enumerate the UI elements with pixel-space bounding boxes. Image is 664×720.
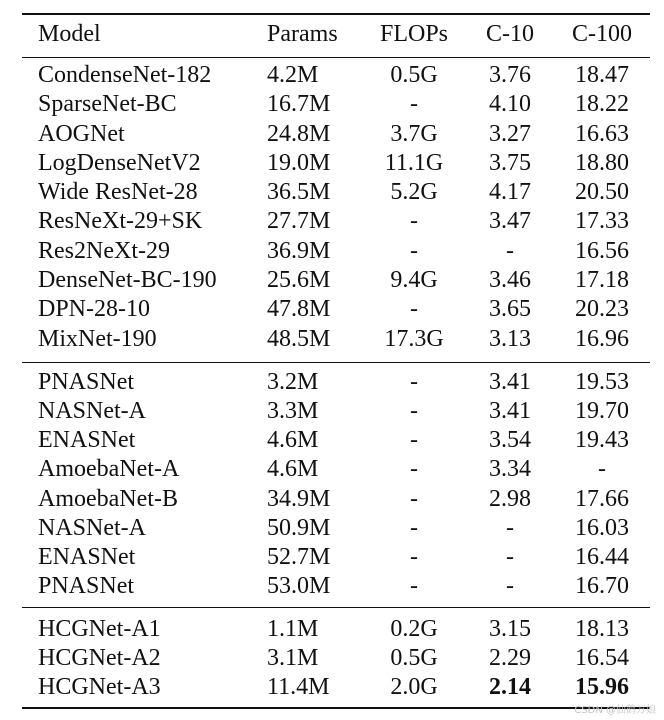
cell-flops: - <box>410 544 418 570</box>
cell-c10: 3.75 <box>489 150 531 176</box>
cell-flops: 11.1G <box>384 150 444 176</box>
cell-flops: - <box>410 238 418 264</box>
cell-c10: 3.15 <box>489 616 531 642</box>
cell-c10: 3.13 <box>489 326 531 352</box>
cell-c100: 16.54 <box>575 645 629 671</box>
header-flops: FLOPs <box>379 21 449 47</box>
table-row <box>0 237 664 266</box>
cell-c100: 18.80 <box>575 150 629 176</box>
cell-params: 24.8M <box>267 121 331 147</box>
group2-rule <box>22 607 650 608</box>
cell-c100: 20.50 <box>575 179 629 205</box>
header-row <box>0 20 664 49</box>
table-row <box>0 455 664 484</box>
cell-flops: 0.5G <box>390 62 438 88</box>
cell-model: DenseNet-BC-190 <box>38 267 217 293</box>
cell-c10: 3.41 <box>489 369 531 395</box>
table-row <box>0 673 664 702</box>
cell-params: 3.3M <box>267 398 319 424</box>
cell-params: 47.8M <box>267 296 331 322</box>
cell-c10: - <box>506 515 514 541</box>
cell-model: PNASNet <box>38 573 135 599</box>
cell-c100-best: 15.96 <box>575 674 629 700</box>
cell-model: NASNet-A <box>38 398 146 424</box>
table-row <box>0 178 664 207</box>
cell-flops: - <box>410 456 418 482</box>
cell-model: Wide ResNet-28 <box>38 179 198 205</box>
cell-params: 48.5M <box>267 326 331 352</box>
cell-c100: 16.03 <box>575 515 629 541</box>
table-row <box>0 149 664 178</box>
cell-params: 4.6M <box>267 427 319 453</box>
cell-c100: 16.56 <box>575 238 629 264</box>
group1-rule <box>22 362 650 363</box>
cell-c100: - <box>598 456 606 482</box>
table-row <box>0 120 664 149</box>
table-row <box>0 266 664 295</box>
cell-c10: - <box>506 573 514 599</box>
cell-model: ResNeXt-29+SK <box>38 208 203 234</box>
cell-model: SparseNet-BC <box>38 91 177 117</box>
table-row <box>0 426 664 455</box>
cell-flops: - <box>410 486 418 512</box>
cell-flops: - <box>410 91 418 117</box>
cell-flops: - <box>410 398 418 424</box>
top-rule <box>22 13 650 15</box>
cell-model: HCGNet-A2 <box>38 645 161 671</box>
cell-params: 36.9M <box>267 238 331 264</box>
cell-flops: - <box>410 369 418 395</box>
cell-model: CondenseNet-182 <box>38 62 212 88</box>
cell-c100: 17.33 <box>575 208 629 234</box>
header-rule <box>22 57 650 58</box>
cell-model: NASNet-A <box>38 515 146 541</box>
table-row <box>0 572 664 601</box>
cell-params: 36.5M <box>267 179 331 205</box>
cell-params: 3.1M <box>267 645 319 671</box>
header-model: Model <box>38 21 101 47</box>
cell-params: 11.4M <box>267 674 330 700</box>
cell-flops: 0.5G <box>390 645 438 671</box>
cell-params: 3.2M <box>267 369 319 395</box>
cell-c100: 16.63 <box>575 121 629 147</box>
cell-c100: 20.23 <box>575 296 629 322</box>
cell-c10: 4.10 <box>489 91 531 117</box>
cell-c100: 18.22 <box>575 91 629 117</box>
table-row <box>0 325 664 354</box>
cell-c10: 4.17 <box>489 179 531 205</box>
table-row <box>0 514 664 543</box>
cell-flops: - <box>410 427 418 453</box>
table-row <box>0 207 664 236</box>
cell-params: 52.7M <box>267 544 331 570</box>
cell-params: 53.0M <box>267 573 331 599</box>
cell-c10: 3.76 <box>489 62 531 88</box>
cell-params: 27.7M <box>267 208 331 234</box>
cell-model: LogDenseNetV2 <box>38 150 201 176</box>
cell-flops: 5.2G <box>390 179 438 205</box>
cell-c10: 2.98 <box>489 486 531 512</box>
cell-model: HCGNet-A1 <box>38 616 161 642</box>
cell-c10: - <box>506 544 514 570</box>
cell-flops: 0.2G <box>390 616 438 642</box>
cell-model: HCGNet-A3 <box>38 674 161 700</box>
cell-c10: 3.27 <box>489 121 531 147</box>
cell-c100: 17.18 <box>575 267 629 293</box>
cell-c100: 17.66 <box>575 486 629 512</box>
table-row <box>0 485 664 514</box>
cell-c100: 19.70 <box>575 398 629 424</box>
table-row <box>0 543 664 572</box>
cell-c10: - <box>506 238 514 264</box>
cell-c10: 3.34 <box>489 456 531 482</box>
cell-model: Res2NeXt-29 <box>38 238 170 264</box>
cell-c100: 18.47 <box>575 62 629 88</box>
table-row <box>0 295 664 324</box>
cell-c10: 3.41 <box>489 398 531 424</box>
cell-model: AmoebaNet-B <box>38 486 178 512</box>
cell-model: AOGNet <box>38 121 125 147</box>
cell-flops: - <box>410 573 418 599</box>
cell-flops: 9.4G <box>390 267 438 293</box>
cell-model: AmoebaNet-A <box>38 456 180 482</box>
cell-c10: 3.65 <box>489 296 531 322</box>
cell-c100: 18.13 <box>575 616 629 642</box>
table-row <box>0 615 664 644</box>
cell-c10: 3.46 <box>489 267 531 293</box>
cell-c100: 16.44 <box>575 544 629 570</box>
cell-model: ENASNet <box>38 427 136 453</box>
cell-params: 50.9M <box>267 515 331 541</box>
cell-params: 16.7M <box>267 91 331 117</box>
cell-params: 1.1M <box>267 616 319 642</box>
table-row <box>0 397 664 426</box>
cell-flops: - <box>410 515 418 541</box>
cell-model: PNASNet <box>38 369 135 395</box>
cell-c100: 16.70 <box>575 573 629 599</box>
cell-params: 19.0M <box>267 150 331 176</box>
cell-params: 34.9M <box>267 486 331 512</box>
table-row <box>0 368 664 397</box>
cell-c10: 3.54 <box>489 427 531 453</box>
table-row <box>0 644 664 673</box>
cell-flops: 2.0G <box>390 674 438 700</box>
cell-flops: 17.3G <box>384 326 444 352</box>
table-row <box>0 90 664 119</box>
cell-c100: 16.96 <box>575 326 629 352</box>
cell-c10-best: 2.14 <box>489 674 531 700</box>
watermark: CSDN @仙鹤万娘 <box>574 705 656 716</box>
cell-params: 4.2M <box>267 62 319 88</box>
cell-c100: 19.53 <box>575 369 629 395</box>
header-c100: C-100 <box>572 21 632 47</box>
cell-c100: 19.43 <box>575 427 629 453</box>
cell-c10: 2.29 <box>489 645 531 671</box>
bottom-rule <box>22 707 650 709</box>
cell-flops: - <box>410 296 418 322</box>
cell-model: MixNet-190 <box>38 326 157 352</box>
cell-model: ENASNet <box>38 544 136 570</box>
header-c10: C-10 <box>486 21 534 47</box>
cell-flops: 3.7G <box>390 121 438 147</box>
cell-params: 25.6M <box>267 267 331 293</box>
header-params: Params <box>267 21 338 47</box>
cell-flops: - <box>410 208 418 234</box>
cell-model: DPN-28-10 <box>38 296 150 322</box>
cell-c10: 3.47 <box>489 208 531 234</box>
cell-params: 4.6M <box>267 456 319 482</box>
table-row <box>0 61 664 90</box>
